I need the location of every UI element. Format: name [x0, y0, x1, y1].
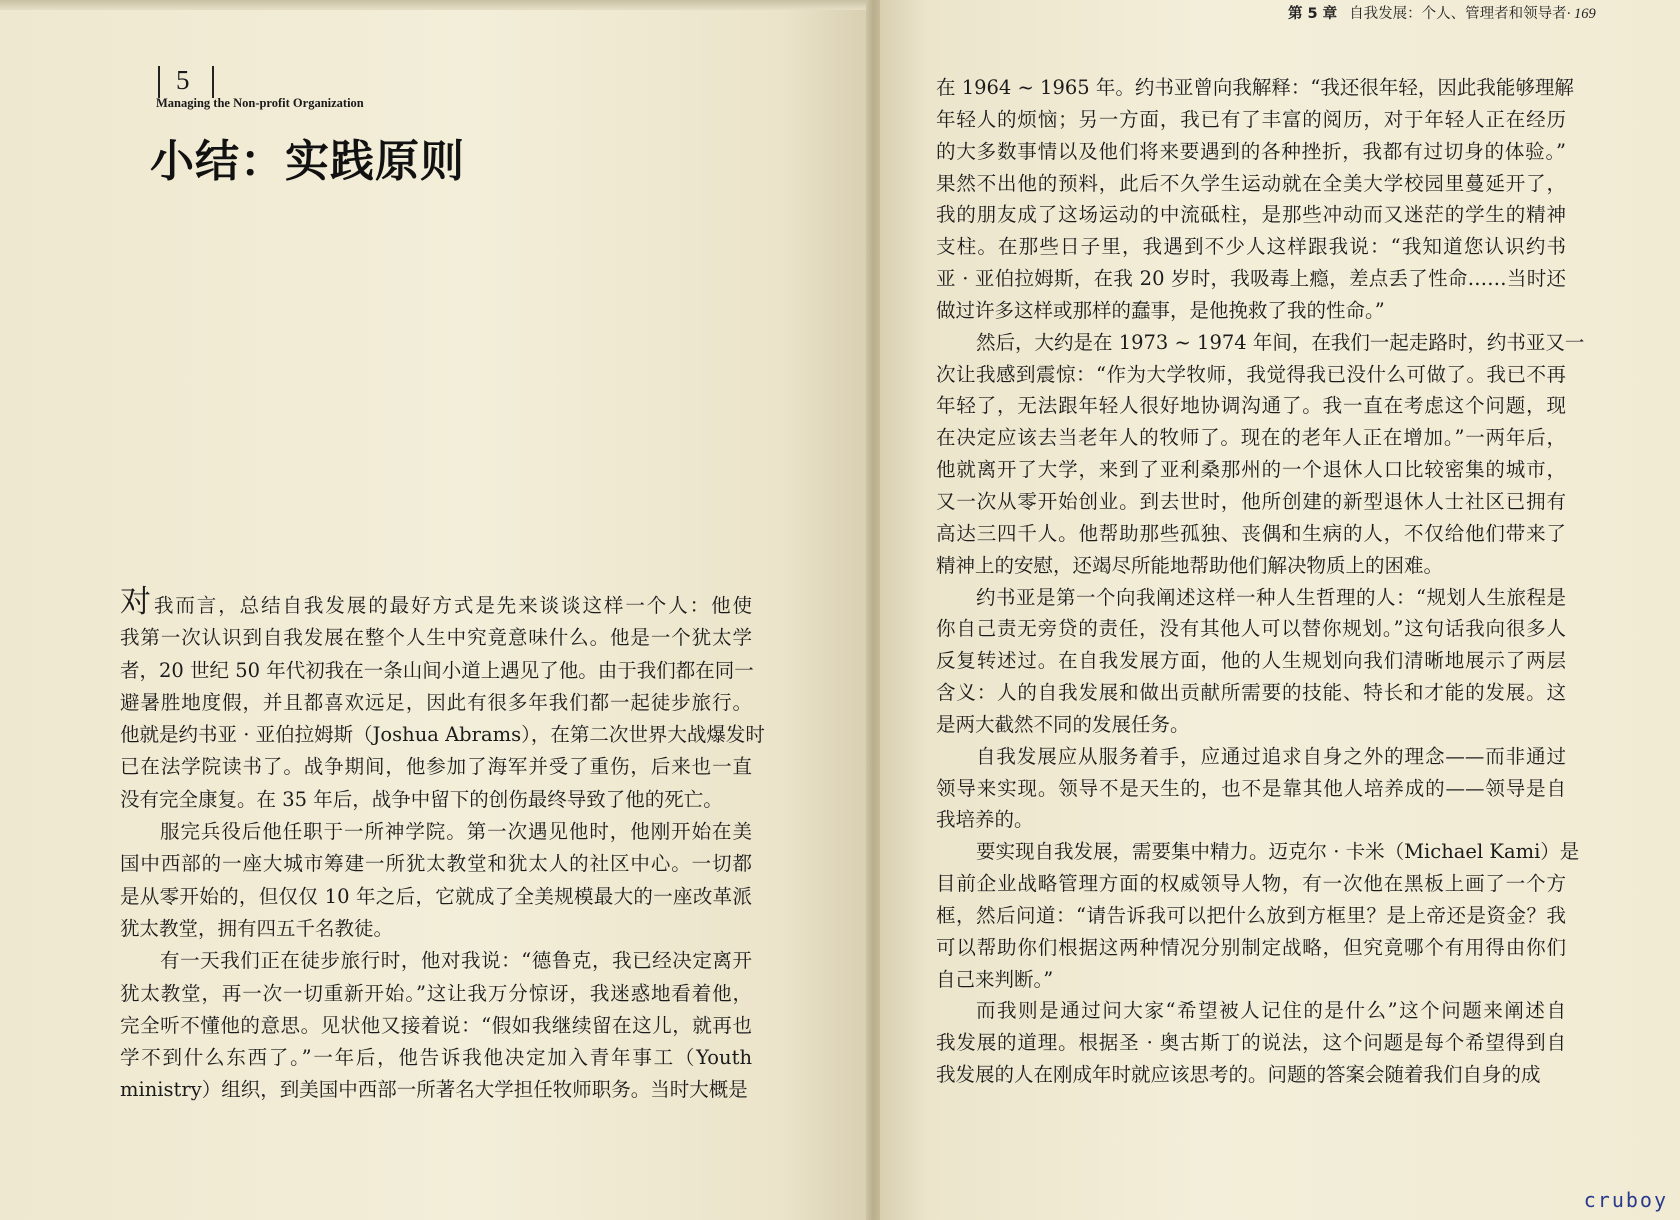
text-line: 我的朋友成了这场运动的中流砥柱，是那些冲动而又迷茫的学生的精神: [936, 203, 1566, 227]
text-line: 我发展的道理。根据圣 · 奥古斯丁的说法，这个问题是每个希望得到自: [936, 1031, 1566, 1055]
text-line: 可以帮助你们根据这两种情况分别制定战略，但究竟哪个有用得由你们: [936, 935, 1566, 959]
text-line: 然后，大约是在 1973 ~ 1974 年间，在我们一起走路时，约书亚又一: [976, 330, 1585, 354]
left-body-text: [120, 584, 765, 1107]
text-line: 我培养的。: [936, 808, 1034, 832]
text-line: 又一次从零开始创业。到去世时，他所创建的新型退休人士社区已拥有: [936, 489, 1566, 513]
text-line: 高达三四千人。他帮助那些孤独、丧偶和生病的人，不仅给他们带来了: [936, 521, 1566, 545]
paragraph: [936, 327, 1585, 582]
text-line: 我发展的人在刚成年时就应该思考的。问题的答案会随着我们自身的成: [936, 1063, 1541, 1087]
text-line-content: 我而言，总结自我发展的最好方式是先来谈谈这样一个人：他使: [153, 594, 752, 617]
paragraph: [936, 836, 1580, 995]
paragraph: [120, 816, 752, 945]
text-line: 的大多数事情以及他们将来要遇到的各种挫折，我都有过切身的体验。”: [936, 139, 1566, 163]
section-title: 小结：实践原则: [150, 136, 465, 187]
text-line: 果然不出他的预料，此后不久学生运动就在全美大学校园里蔓延开了，: [936, 171, 1566, 195]
text-line: 者，20 世纪 50 年代初我在一条山间小道上遇见了他。由于我们都在同一: [120, 658, 754, 682]
running-header-title: 自我发展：个人、管理者和领导者: [1349, 6, 1567, 22]
text-line: 目前企业战略管理方面的权威领导人物，有一次他在黑板上画了一个方: [936, 872, 1566, 896]
text-line: 犹太教堂，再一次一切重新开始。”这让我万分惊讶，我迷惑地看着他，: [120, 981, 752, 1005]
text-line: 没有完全康复。在 35 年后，战争中留下的创伤最终导致了他的死亡。: [120, 787, 723, 811]
text-line: 有一天我们正在徒步旅行时，他对我说：“德鲁克，我已经决定离开: [160, 949, 752, 973]
drop-cap: 对: [120, 584, 154, 620]
right-page: [880, 0, 1680, 1220]
text-line: 国中西部的一座大城市筹建一所犹太教堂和犹太人的社区中心。一切都: [120, 852, 752, 876]
text-line: 是从零开始的，但仅仅 10 年之后，它就成了全美规模最大的一座改革派: [120, 884, 752, 908]
chapter-marker-bar-right: [212, 66, 214, 98]
paragraph: [936, 72, 1574, 327]
text-line: 避暑胜地度假，并且都喜欢远足，因此有很多年我们都一起徒步旅行。: [120, 690, 752, 714]
text-line: 他就离开了大学，来到了亚利桑那州的一个退休人口比较密集的城市，: [936, 458, 1566, 482]
text-line: 要实现自我发展，需要集中精力。迈克尔 · 卡米（Michael Kami）是: [976, 840, 1580, 864]
text-line: 自己来判断。”: [936, 967, 1054, 991]
text-line: 他就是约书亚 · 亚伯拉姆斯（Joshua Abrams），在第二次世界大战爆发时: [120, 723, 765, 747]
running-header: [1288, 2, 1596, 23]
text-line: ministry）组织，到美国中西部一所著名大学担任牧师职务。当时大概是: [120, 1078, 748, 1102]
chapter-marker-bar-left: [158, 66, 160, 98]
text-line: 学不到什么东西了。”一年后，他告诉我他决定加入青年事工（Youth: [120, 1046, 752, 1070]
text-line: 服完兵役后他任职于一所神学院。第一次遇见他时，他刚开始在美: [160, 820, 752, 844]
text-line: 在决定应该去当老年人的牧师了。现在的老年人正在增加。”一两年后，: [936, 426, 1566, 450]
text-line: 你自己责无旁贷的责任，没有其他人可以替你规划。”这句话我向很多人: [936, 617, 1566, 641]
text-line: [120, 584, 752, 622]
text-line: 是两大截然不同的发展任务。: [936, 712, 1190, 736]
text-line: 领导来实现。领导不是天生的，也不是靠其他人培养成的——领导是自: [936, 776, 1566, 800]
text-line: 年轻人的烦恼；另一方面，我已有了丰富的阅历，对于年轻人正在经历: [936, 107, 1566, 131]
text-line: 做过许多这样或那样的蠢事，是他挽救了我的性命。”: [936, 298, 1385, 322]
text-line: 约书亚是第一个向我阐述这样一种人生哲理的人：“规划人生旅程是: [976, 585, 1566, 609]
text-line: 含义：人的自我发展和做出贡献所需要的技能、特长和才能的发展。这: [936, 681, 1566, 705]
text-line: 犹太教堂，拥有四五千名教徒。: [120, 916, 394, 940]
paragraph: [120, 945, 752, 1106]
text-line: 次让我感到震惊：“作为大学牧师，我觉得我已没什么可做了。我已不再: [936, 362, 1566, 386]
text-line: 年轻了，无法跟年轻人很好地协调沟通了。我一直在考虑这个问题，现: [936, 394, 1566, 418]
paragraph: [120, 584, 765, 816]
paragraph: [936, 582, 1566, 741]
text-line: 而我则是通过问大家“希望被人记住的是什么”这个问题来阐述自: [976, 999, 1566, 1023]
chapter-subtitle: Managing the Non-profit Organization: [156, 96, 364, 110]
chapter-number: 5: [176, 65, 190, 95]
watermark: cruboy: [1583, 1188, 1668, 1212]
text-line: 反复转述过。在自我发展方面，他的人生规划向我们清晰地展示了两层: [936, 649, 1566, 673]
text-line: 在 1964 ~ 1965 年。约书亚曾向我解释：“我还很年轻，因此我能够理解: [936, 76, 1574, 99]
running-header-chapter: 第 5 章: [1288, 6, 1338, 22]
text-line: 我第一次认识到自我发展在整个人生中究竟意味什么。他是一个犹太学: [120, 626, 752, 650]
page-number: · 169: [1566, 6, 1596, 22]
text-line: 支柱。在那些日子里，我遇到不少人这样跟我说：“我知道您认识约书: [936, 235, 1566, 259]
text-line: 自我发展应从服务着手，应通过追求自身之外的理念——而非通过: [976, 744, 1566, 768]
text-line: 精神上的安慰，还竭尽所能地帮助他们解决物质上的困难。: [936, 553, 1444, 577]
text-line: 框，然后问道：“请告诉我可以把什么放到方框里？是上帝还是资金？我: [936, 903, 1566, 927]
text-line: 完全听不懂他的意思。见状他又接着说：“假如我继续留在这儿，就再也: [120, 1013, 752, 1037]
paragraph: [936, 995, 1566, 1091]
paragraph: [936, 741, 1566, 837]
text-line: 亚 · 亚伯拉姆斯，在我 20 岁时，我吸毒上瘾，差点丢了性命……当时还: [936, 267, 1566, 291]
top-edge-shadow: [0, 0, 868, 10]
right-body-text: [936, 72, 1585, 1091]
text-line: 已在法学院读书了。战争期间，他参加了海军并受了重伤，后来也一直: [120, 755, 752, 779]
